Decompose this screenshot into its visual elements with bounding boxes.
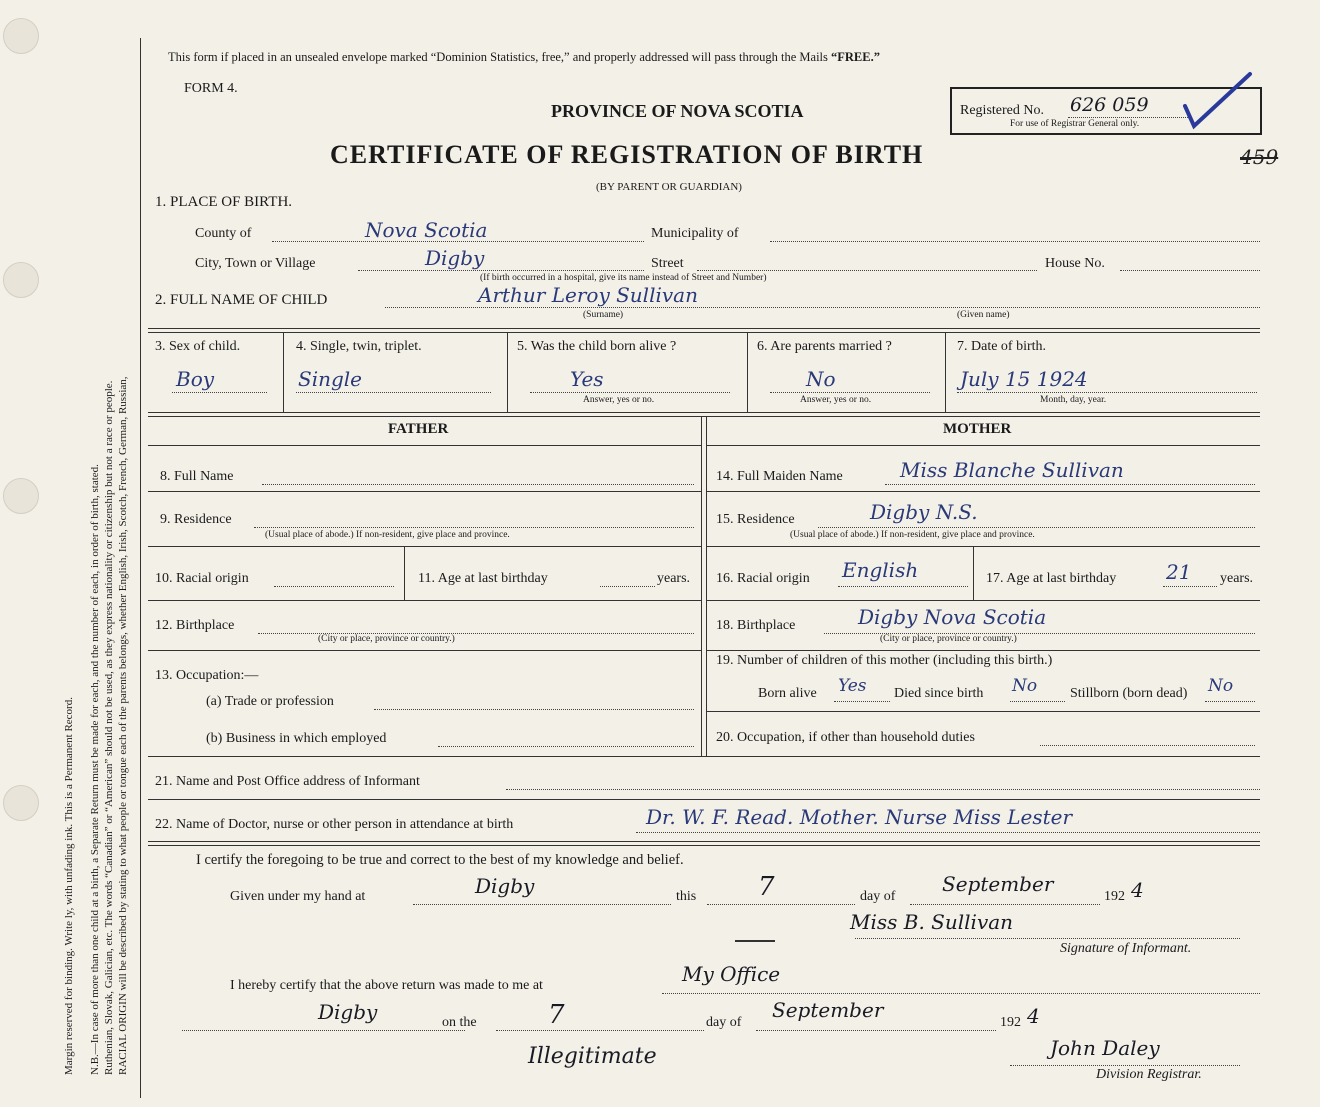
margin-multiple-birth-note: N.B.—In case of more than one child at a birth, a Separate Return must be made for each, and the number of each, in order of birth, stated. [89,464,101,1075]
registrar-on-the-label: on the [442,1015,477,1030]
informant-signature-label: Signature of Informant. [1060,941,1192,956]
mother-heading: MOTHER [943,421,1012,437]
mother-occupation-line [1040,745,1255,746]
registrar-only-note: For use of Registrar General only. [1010,119,1140,129]
mother-birthplace-note: (City or place, province or country.) [880,634,1017,644]
stillborn-line [1205,701,1255,702]
child-name-value: Arthur Leroy Sullivan [478,283,698,307]
doctor-value: Dr. W. F. Read. Mother. Nurse Miss Lester [646,805,1073,829]
father-racial-origin-line [274,586,394,587]
registrar-month-value: September [772,998,884,1022]
mother-residence-note: (Usual place of abode.) If non-resident, give place and province. [790,530,1035,540]
date-of-birth-note: Month, day, year. [1040,395,1107,405]
date-of-birth-value: July 15 1924 [960,367,1088,391]
city-label: City, Town or Village [195,256,316,271]
certify-month-line [910,904,1100,905]
mother-racial-origin-value: English [842,558,919,582]
certify-day-line [707,904,855,905]
father-birthplace-label: 12. Birthplace [155,618,235,633]
date-of-birth-label: 7. Date of birth. [957,339,1047,354]
municipality-line [770,241,1260,242]
column-rule [283,332,284,412]
died-since-birth-value: No [1012,676,1038,696]
margin-racial-origin-note-2: Ruthenian, Slovak, Galician, etc. The words “Canadian” or “American” should not be used, as they express nationality or citizenship but not a race or people. [103,380,115,1075]
certificate-title: CERTIFICATE OF REGISTRATION OF BIRTH [330,140,924,169]
parents-married-note: Answer, yes or no. [800,395,872,405]
registrar-month-line [756,1030,996,1031]
section-rule [148,328,1260,329]
father-heading: FATHER [388,421,449,437]
born-alive-note: Answer, yes or no. [583,395,655,405]
father-trade-label: (a) Trade or profession [206,694,334,709]
mother-children-label: 19. Number of children of this mother (including this birth.) [716,653,1053,668]
section-rule [148,416,1260,417]
row-rule [706,491,1260,492]
given-place-value: Digby [475,874,535,898]
certify-year-prefix: 192 [1104,889,1125,904]
registrar-day-value: 7 [548,1000,565,1030]
column-rule [945,332,946,412]
certify-year-value: 4 [1131,878,1144,902]
column-rule [507,332,508,412]
row-rule [148,445,701,446]
row-rule [148,546,701,547]
father-age-line [600,586,655,587]
born-alive-line [530,392,730,393]
registrar-signature-label: Division Registrar. [1096,1067,1202,1082]
this-label: this [676,889,697,904]
parents-married-line [770,392,930,393]
column-rule [973,546,974,600]
registrar-town-line [182,1030,465,1031]
house-number-line [1120,270,1260,271]
binding-hole [3,18,39,54]
margin-rule [140,38,141,1098]
father-name-label: 8. Full Name [160,469,234,484]
mother-residence-line [818,527,1255,528]
check-mark-icon [1180,68,1260,138]
father-name-line [262,484,694,485]
hospital-note: (If birth occurred in a hospital, give its name instead of Street and Number) [480,273,767,283]
margin-racial-origin-note: RACIAL ORIGIN will be described by stating to what people or tongue each of the parents belongs, whether English, Irish, Scotch, French, German, Russian, [117,376,129,1075]
row-rule [706,650,1260,651]
born-alive-value: Yes [570,367,604,391]
row-rule [148,491,701,492]
mother-name-value: Miss Blanche Sullivan [900,458,1124,482]
column-rule [747,332,748,412]
row-rule [148,799,1260,800]
row-rule [706,445,1260,446]
registrar-place-value: My Office [682,962,781,986]
margin-binding-note: Margin reserved for binding. Write ly, with unfading ink. This is a Permanent Record. [63,697,75,1075]
doctor-line [636,832,1260,833]
parent-column-divider [701,416,702,756]
mother-age-years: years. [1220,571,1254,586]
row-rule [148,650,701,651]
parents-married-value: No [806,367,836,391]
illegitimate-note: Illegitimate [528,1044,657,1069]
mail-notice-text: This form if placed in an unsealed envelope marked “Dominion Statistics, free,” and properly addressed will pass through the Mails [168,50,832,64]
given-place-line [413,904,671,905]
mother-birthplace-label: 18. Birthplace [716,618,796,633]
mother-age-value: 21 [1166,560,1192,584]
certify-day-value: 7 [758,872,775,902]
child-name-label: 2. FULL NAME OF CHILD [155,292,328,308]
registrar-day-line [496,1030,704,1031]
parents-married-label: 6. Are parents married ? [757,339,892,354]
father-business-label: (b) Business in which employed [206,731,387,746]
registrar-place-line [662,993,1260,994]
plurality-value: Single [298,367,363,391]
surname-note: (Surname) [583,310,624,320]
mother-occupation-label: 20. Occupation, if other than household duties [716,730,975,745]
city-line [358,270,644,271]
section-rule [148,756,1260,757]
informant-certification-text: I certify the foregoing to be true and correct to the best of my knowledge and belief. [196,852,684,868]
mother-age-label: 17. Age at last birthday [986,571,1117,586]
registrar-town-value: Digby [318,1000,378,1024]
stillborn-value: No [1208,676,1234,696]
plurality-line [296,392,491,393]
born-alive-label: 5. Was the child born alive ? [517,339,677,354]
informant-label: 21. Name and Post Office address of Informant [155,774,420,789]
child-name-line [385,307,1260,308]
father-residence-label: 9. Residence [160,512,232,527]
province-heading: PROVINCE OF NOVA SCOTIA [551,101,804,121]
father-birthplace-note: (City or place, province or country.) [318,634,455,644]
born-alive-count-label: Born alive [758,686,817,701]
mother-name-label: 14. Full Maiden Name [716,469,843,484]
mother-racial-origin-label: 16. Racial origin [716,571,810,586]
section-rule [148,332,1260,333]
father-age-years: years. [657,571,691,586]
father-trade-line [374,709,694,710]
place-of-birth-label: 1. PLACE OF BIRTH. [155,194,293,210]
registrar-day-of-label: day of [706,1015,742,1030]
city-value: Digby [425,246,485,270]
section-rule [148,412,1260,413]
house-number-label: House No. [1045,256,1105,271]
short-rule [735,940,775,942]
father-residence-note: (Usual place of abode.) If non-resident, give place and province. [265,530,510,540]
given-name-note: (Given name) [957,310,1010,320]
born-alive-count-line [834,701,890,702]
mother-racial-origin-line [838,586,968,587]
row-rule [706,546,1260,547]
column-rule [404,546,405,600]
street-label: Street [651,256,684,271]
sex-value: Boy [176,367,215,391]
registered-number-label: Registered No. [960,103,1044,118]
binding-hole [3,785,39,821]
corner-number-mark: 459 [1240,145,1279,169]
doctor-label: 22. Name of Doctor, nurse or other person in attendance at birth [155,817,514,832]
died-since-birth-label: Died since birth [894,686,984,701]
street-line [697,270,1037,271]
sex-label: 3. Sex of child. [155,339,241,354]
binding-hole [3,262,39,298]
born-alive-count-value: Yes [838,676,867,696]
mother-residence-value: Digby N.S. [870,500,978,524]
given-under-hand-label: Given under my hand at [230,889,366,904]
informant-line [506,789,1260,790]
mother-age-line [1163,586,1217,587]
informant-signature: Miss B. Sullivan [850,910,1014,934]
father-age-label: 11. Age at last birthday [418,571,548,586]
registered-number-line [1068,117,1188,118]
row-rule [706,600,1260,601]
mother-name-line [885,484,1255,485]
registrar-signature: John Daley [1050,1036,1160,1060]
father-residence-line [254,527,694,528]
form-number: FORM 4. [184,81,238,96]
binding-hole [3,478,39,514]
section-rule [148,845,1260,846]
father-business-line [438,746,694,747]
certify-day-of-label: day of [860,889,896,904]
registrar-year-value: 4 [1027,1004,1040,1028]
section-rule [148,841,1260,842]
father-occupation-label: 13. Occupation:— [155,668,259,683]
certify-month-value: September [942,872,1054,896]
county-value: Nova Scotia [365,218,488,242]
registrar-year-prefix: 192 [1000,1015,1021,1030]
row-rule [706,711,1260,712]
registrar-signature-line [1010,1065,1240,1066]
plurality-label: 4. Single, twin, triplet. [296,339,422,354]
mail-notice-free: “FREE.” [831,50,880,64]
certificate-subtitle: (BY PARENT OR GUARDIAN) [596,181,742,193]
county-label: County of [195,226,252,241]
mother-residence-label: 15. Residence [716,512,795,527]
sex-line [172,392,267,393]
father-racial-origin-label: 10. Racial origin [155,571,249,586]
mother-birthplace-value: Digby Nova Scotia [858,605,1047,629]
died-since-birth-line [1010,701,1065,702]
mail-notice [168,50,880,65]
informant-signature-line [855,938,1240,939]
registrar-certification-text: I hereby certify that the above return was made to me at [230,978,543,993]
municipality-label: Municipality of [651,226,739,241]
date-of-birth-line [957,392,1257,393]
stillborn-label: Stillborn (born dead) [1070,686,1188,701]
parent-column-divider [706,416,707,756]
row-rule [148,600,701,601]
registered-number-value: 626 059 [1070,94,1149,116]
